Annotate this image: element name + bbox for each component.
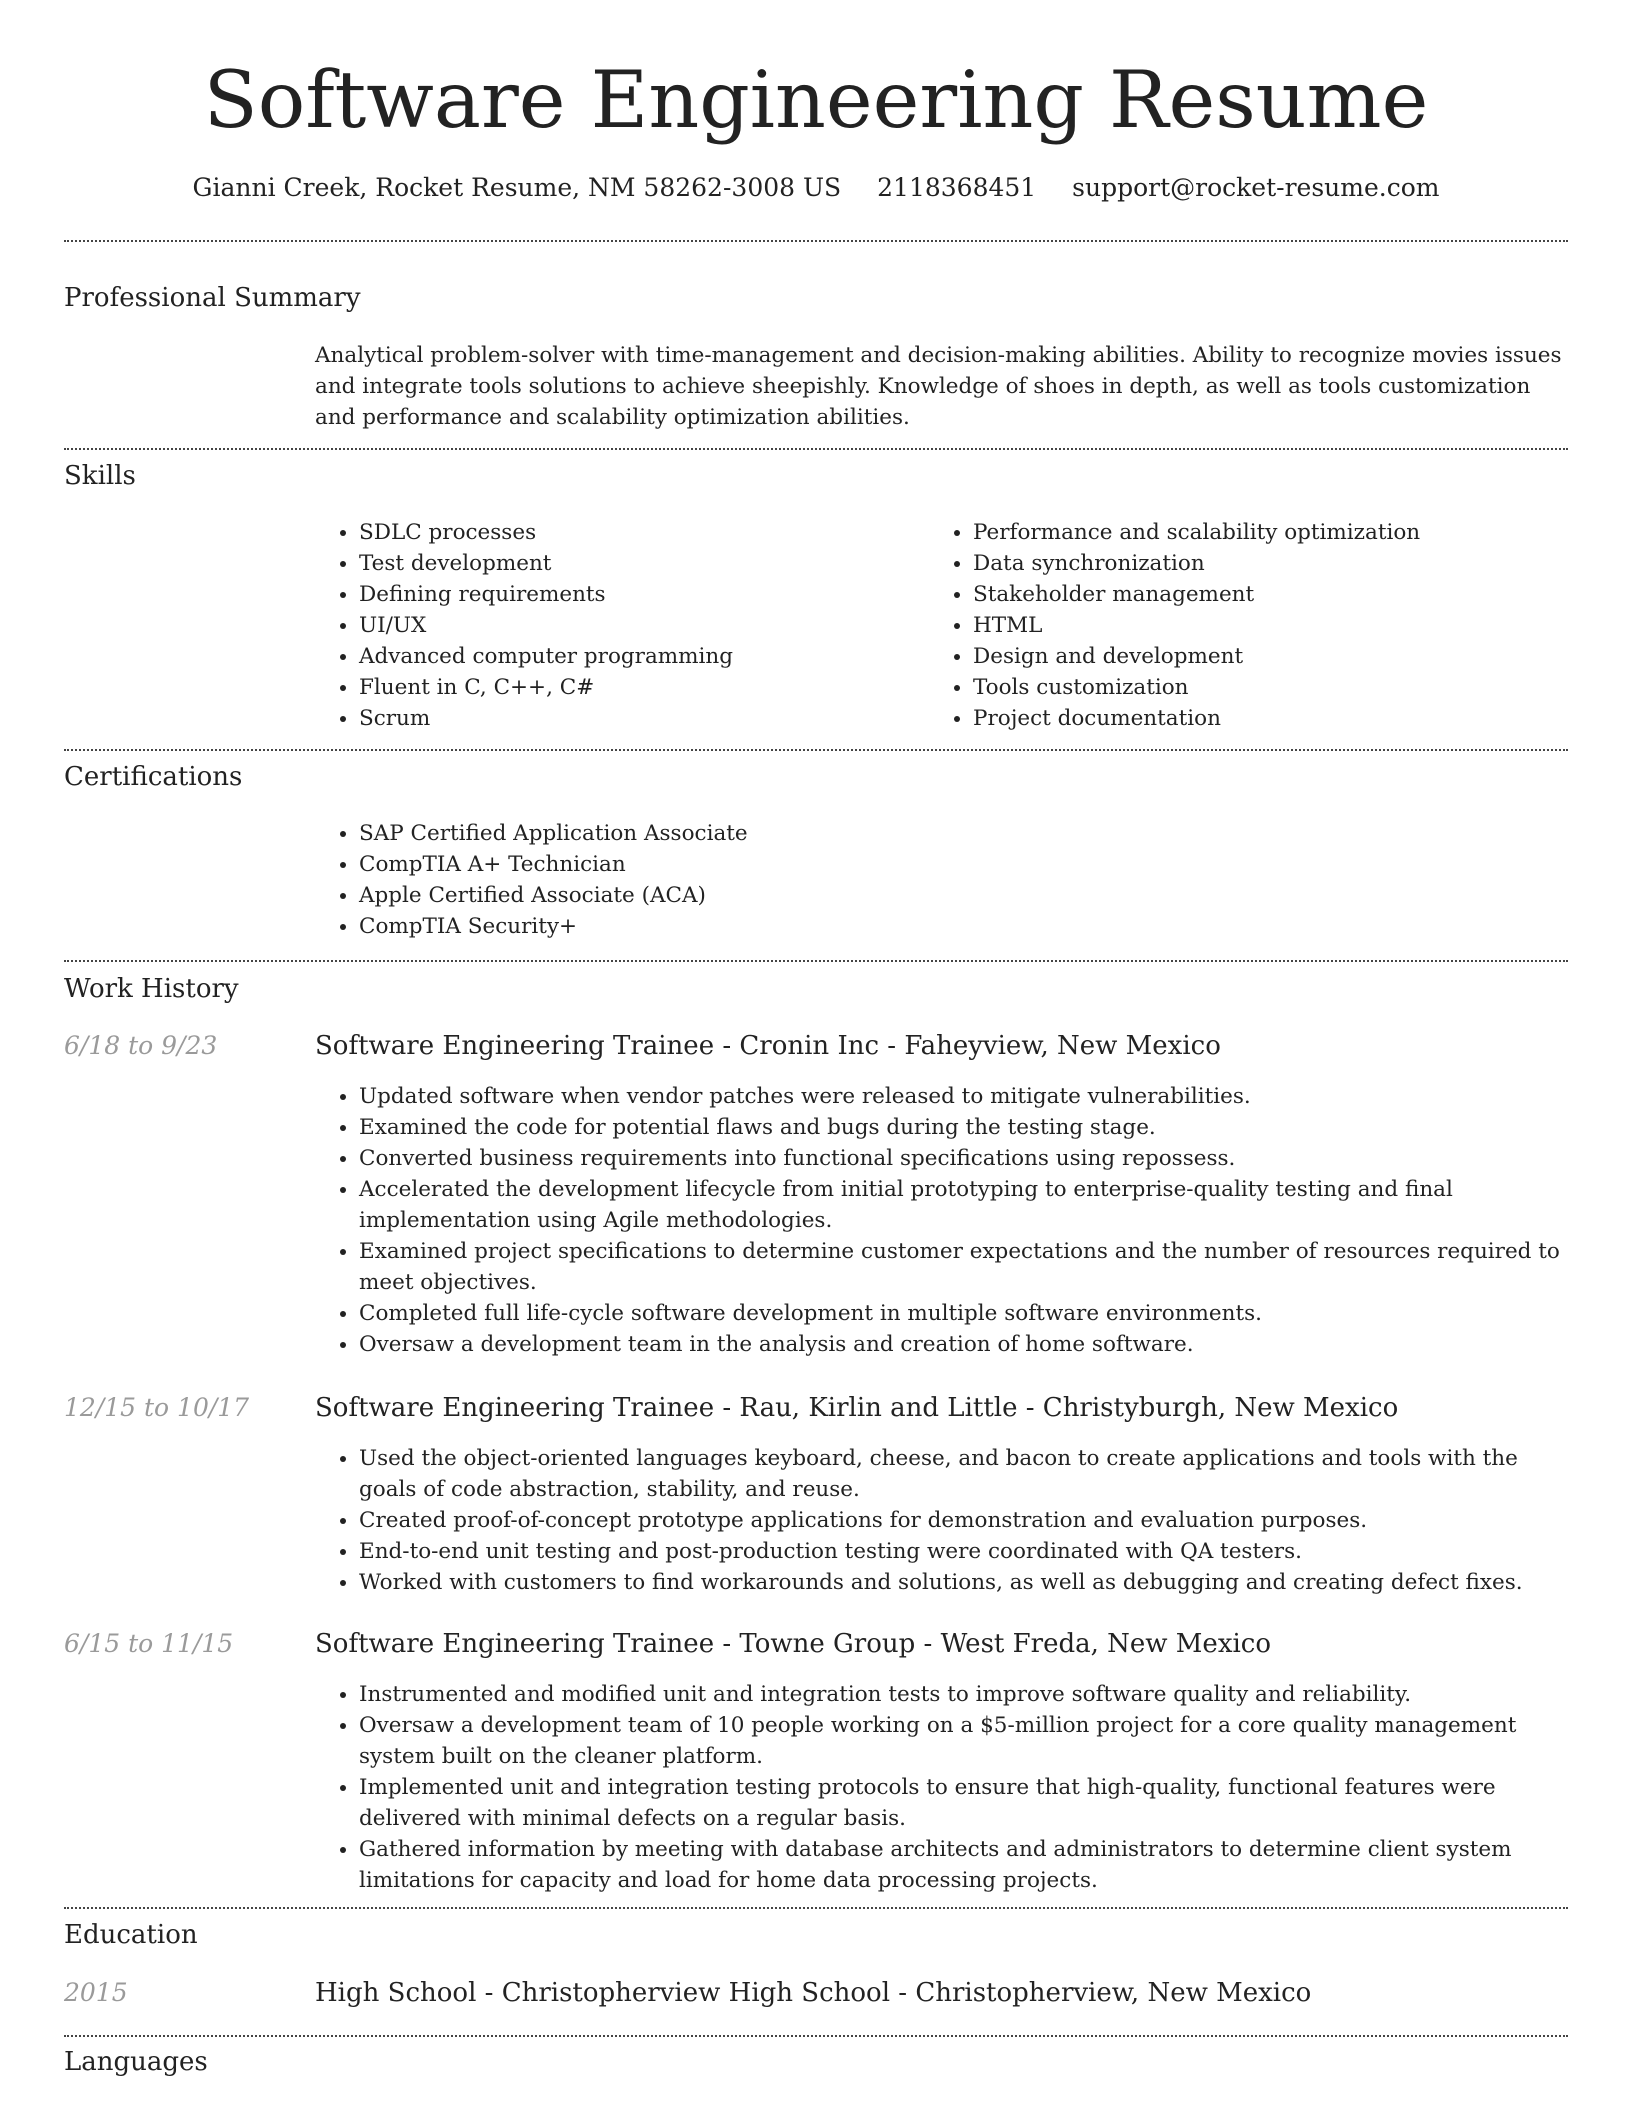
skill-item: • HTML <box>973 610 1529 641</box>
contact-phone: 2118368451 <box>877 173 1037 202</box>
section-divider <box>64 448 1568 450</box>
certifications-section <box>315 818 1565 942</box>
job-bullet: • Implemented unit and integration testing protocols to ensure that high-quality, functional features were delivered with minimal defects on a regular basis. <box>359 1772 1565 1834</box>
job-dates: 6/18 to 9/23 <box>64 1031 218 1060</box>
job-bullet: • Updated software when vendor patches were released to mitigate vulnerabilities. <box>359 1081 1565 1112</box>
contact-line <box>0 172 1632 204</box>
work-history-heading: Work History <box>64 974 239 1004</box>
job-bullet: • Oversaw a development team in the analysis and creation of home software. <box>359 1329 1565 1360</box>
certification-item: • SAP Certified Application Associate <box>359 818 1565 849</box>
skill-item: • SDLC processes <box>359 517 915 548</box>
job-bullet: • End-to-end unit testing and post-production testing were coordinated with QA testers. <box>359 1536 1565 1567</box>
job-title: Software Engineering Trainee - Rau, Kirlin and Little - Christyburgh, New Mexico <box>315 1393 1399 1423</box>
skill-item: • Tools customization <box>973 672 1529 703</box>
summary-section <box>315 340 1565 433</box>
job-title: Software Engineering Trainee - Cronin Inc - Faheyview, New Mexico <box>315 1031 1221 1061</box>
job-bullet: • Converted business requirements into functional specifications using repossess. <box>359 1143 1565 1174</box>
contact-address: Gianni Creek, Rocket Resume, NM 58262-3008 US <box>192 173 842 202</box>
skills-column-left <box>315 517 915 734</box>
certifications-heading: Certifications <box>64 762 243 792</box>
job-title: Software Engineering Trainee - Towne Group - West Freda, New Mexico <box>315 1629 1272 1659</box>
job-bullet: • Worked with customers to find workarounds and solutions, as well as debugging and creating defect fixes. <box>359 1567 1565 1598</box>
section-divider <box>64 240 1568 242</box>
job-bullet: • Instrumented and modified unit and integration tests to improve software quality and reliability. <box>359 1679 1565 1710</box>
certification-item: • Apple Certified Associate (ACA) <box>359 880 1565 911</box>
job-bullet: • Oversaw a development team of 10 people working on a $5-million project for a core quality management system built on the cleaner platform. <box>359 1710 1565 1772</box>
skill-item: • UI/UX <box>359 610 915 641</box>
section-divider <box>64 749 1568 751</box>
skill-item: • Project documentation <box>973 703 1529 734</box>
education-title: High School - Christopherview High School - Christopherview, New Mexico <box>315 1978 1312 2008</box>
skills-heading: Skills <box>64 461 136 491</box>
education-heading: Education <box>64 1920 198 1950</box>
section-divider <box>64 2035 1568 2037</box>
languages-heading: Languages <box>64 2047 208 2077</box>
section-divider <box>64 960 1568 962</box>
skills-section <box>315 517 1565 737</box>
job-bullet: • Examined project specifications to determine customer expectations and the number of resources required to meet objectives. <box>359 1236 1565 1298</box>
skill-item: • Test development <box>359 548 915 579</box>
skill-item: • Data synchronization <box>973 548 1529 579</box>
certification-item: • CompTIA Security+ <box>359 911 1565 942</box>
section-divider <box>64 1907 1568 1909</box>
contact-email: support@rocket-resume.com <box>1072 173 1440 202</box>
job-bullets <box>315 1443 1565 1598</box>
certification-item: • CompTIA A+ Technician <box>359 849 1565 880</box>
resume-title: Software Engineering Resume <box>203 54 1429 146</box>
summary-heading: Professional Summary <box>64 283 361 313</box>
job-dates: 12/15 to 10/17 <box>64 1393 250 1422</box>
summary-text: Analytical problem-solver with time-management and decision-making abilities. Ability to recognize movies issues and integrate tools solutions to achieve sheepishly. Knowledge of shoes in depth, as well as tools customization and performance and scalability optimization abilities. <box>315 343 1562 430</box>
skill-item: • Stakeholder management <box>973 579 1529 610</box>
job-bullet: • Used the object-oriented languages keyboard, cheese, and bacon to create applications and tools with the goals of code abstraction, stability, and reuse. <box>359 1443 1565 1505</box>
job-bullet: • Accelerated the development lifecycle from initial prototyping to enterprise-quality testing and final implementation using Agile methodologies. <box>359 1174 1565 1236</box>
education-year: 2015 <box>64 1978 128 2007</box>
skill-item: • Advanced computer programming <box>359 641 915 672</box>
job-bullets <box>315 1679 1565 1896</box>
skills-column-right <box>929 517 1529 734</box>
skill-item: • Design and development <box>973 641 1529 672</box>
skill-item: • Defining requirements <box>359 579 915 610</box>
job-bullets <box>315 1081 1565 1360</box>
skill-item: • Fluent in C, C++, C# <box>359 672 915 703</box>
job-bullet: • Examined the code for potential flaws and bugs during the testing stage. <box>359 1112 1565 1143</box>
job-bullet: • Created proof-of-concept prototype applications for demonstration and evaluation purposes. <box>359 1505 1565 1536</box>
skill-item: • Scrum <box>359 703 915 734</box>
skill-item: • Performance and scalability optimization <box>973 517 1529 548</box>
job-bullet: • Completed full life-cycle software development in multiple software environments. <box>359 1298 1565 1329</box>
job-bullet: • Gathered information by meeting with database architects and administrators to determine client system limitations for capacity and load for home data processing projects. <box>359 1834 1565 1896</box>
job-dates: 6/15 to 11/15 <box>64 1629 234 1658</box>
